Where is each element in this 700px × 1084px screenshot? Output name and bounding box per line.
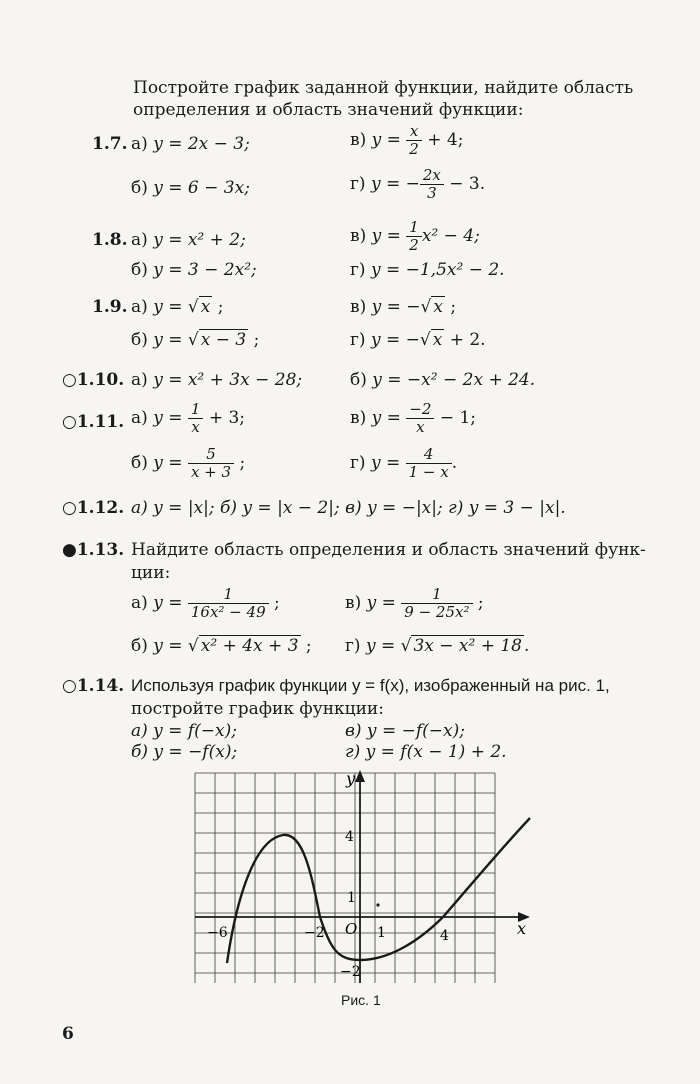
problem-1-14-line-1: Используя график функции y = f(x), изображенный на рис. 1, xyxy=(131,676,610,695)
problem-1-8-number: 1.8. xyxy=(92,230,128,250)
problem-1-13-v: в) y = $\frac{1}{\text{9 − 25x²}}$ ; xyxy=(345,585,484,621)
x-tick-1-label: 1 xyxy=(377,925,386,941)
problem-1-12-number: ○1.12. xyxy=(62,498,125,518)
problem-1-7-number: 1.7. xyxy=(92,134,128,154)
problem-1-7-b: б) y = 6 − 3x; xyxy=(131,178,250,198)
figure-caption: Рис. 1 xyxy=(341,992,381,1008)
problem-1-10-a: а) y = x² + 3x − 28; xyxy=(131,370,303,390)
problem-1-8-a: а) y = x² + 2; xyxy=(131,230,246,250)
problem-1-8-v: в) y = $\frac{1}{2}$ x² − 4; xyxy=(350,218,480,254)
problem-1-7-a: а) y = 2x − 3; xyxy=(131,134,250,154)
y-tick-1-label: 1 xyxy=(347,890,356,906)
problem-1-10-b: б) y = −x² − 2x + 24. xyxy=(350,370,536,390)
problem-1-13-g: г) y = √ 3x − x² + 18 . xyxy=(345,636,530,656)
problem-1-10-number: ○1.10. xyxy=(62,370,125,390)
page-number: 6 xyxy=(62,1024,74,1044)
problem-1-7-v: в) y = $\frac{x}{2}$ + 4; xyxy=(350,122,464,158)
problem-1-11-v: в) y = $\frac{-2}{x}$ − 1; xyxy=(350,400,477,436)
problem-1-9-b: б) y = √ x − 3 ; xyxy=(131,330,260,350)
problem-1-8-g: г) y = −1,5x² − 2. xyxy=(350,260,505,280)
intro-line-1: Постройте график заданной функции, найдите область xyxy=(133,78,634,98)
problem-1-13-b: б) y = √ x² + 4x + 3 ; xyxy=(131,636,312,656)
y-tick-minus-2-label: −2 xyxy=(340,964,361,980)
problem-1-14-a: а) y = f(−x); xyxy=(131,721,237,741)
x-tick-4-label: 4 xyxy=(440,928,449,944)
intro-line-2: определения и область значений функции: xyxy=(133,100,524,120)
problem-1-11-number: ○1.11. xyxy=(62,412,125,432)
problem-1-14-v: в) y = −f(−x); xyxy=(345,721,465,741)
x-tick-minus-6-label: −6 xyxy=(207,925,228,941)
problem-1-9-g: г) y = −√ x + 2. xyxy=(350,330,486,350)
problem-1-9-number: 1.9. xyxy=(92,297,128,317)
problem-1-13-line-2: ции: xyxy=(131,563,171,583)
graph-grid xyxy=(195,773,495,983)
problem-1-9-v: в) y = −√ x ; xyxy=(350,297,457,317)
problem-1-11-b: б) y = $\frac{5}{x + 3}$ ; xyxy=(131,445,246,481)
x-axis-label: x xyxy=(517,919,527,938)
y-axis-label: y xyxy=(346,769,356,788)
x-tick-minus-2-label: −2 xyxy=(304,925,325,941)
problem-1-14-line-2: постройте график функции: xyxy=(131,699,384,719)
problem-1-8-b: б) y = 3 − 2x²; xyxy=(131,260,257,280)
problem-1-13-a: а) y = $\frac{1}{\text{16x² − 49}}$ ; xyxy=(131,585,280,621)
y-tick-4-label: 4 xyxy=(345,829,354,845)
function-graph-figure xyxy=(190,768,535,988)
problem-1-11-a: а) y = $\frac{1}{x}$ + 3; xyxy=(131,400,246,436)
problem-1-11-g: г) y = $\frac{4}{1 - x}$ . xyxy=(350,445,458,481)
origin-label: O xyxy=(345,920,358,938)
problem-1-9-a: а) y = √ x ; xyxy=(131,297,224,317)
problem-1-13-number: ●1.13. xyxy=(62,540,125,560)
y-axis-arrow xyxy=(355,770,365,782)
function-curve xyxy=(227,818,530,963)
problem-1-14-g: г) y = f(x − 1) + 2. xyxy=(345,742,507,762)
problem-1-12-text: а) y = |x|; б) y = |x − 2|; в) y = −|x|; г) y = 3 − |x|. xyxy=(131,498,566,518)
point-marker xyxy=(376,903,379,906)
problem-1-14-b: б) y = −f(x); xyxy=(131,742,238,762)
problem-1-14-number: ○1.14. xyxy=(62,676,125,696)
problem-1-7-g: г) y = − $\frac{2x}{3}$ − 3. xyxy=(350,166,486,202)
problem-1-13-line-1: Найдите область определения и область значений функ- xyxy=(131,540,646,560)
